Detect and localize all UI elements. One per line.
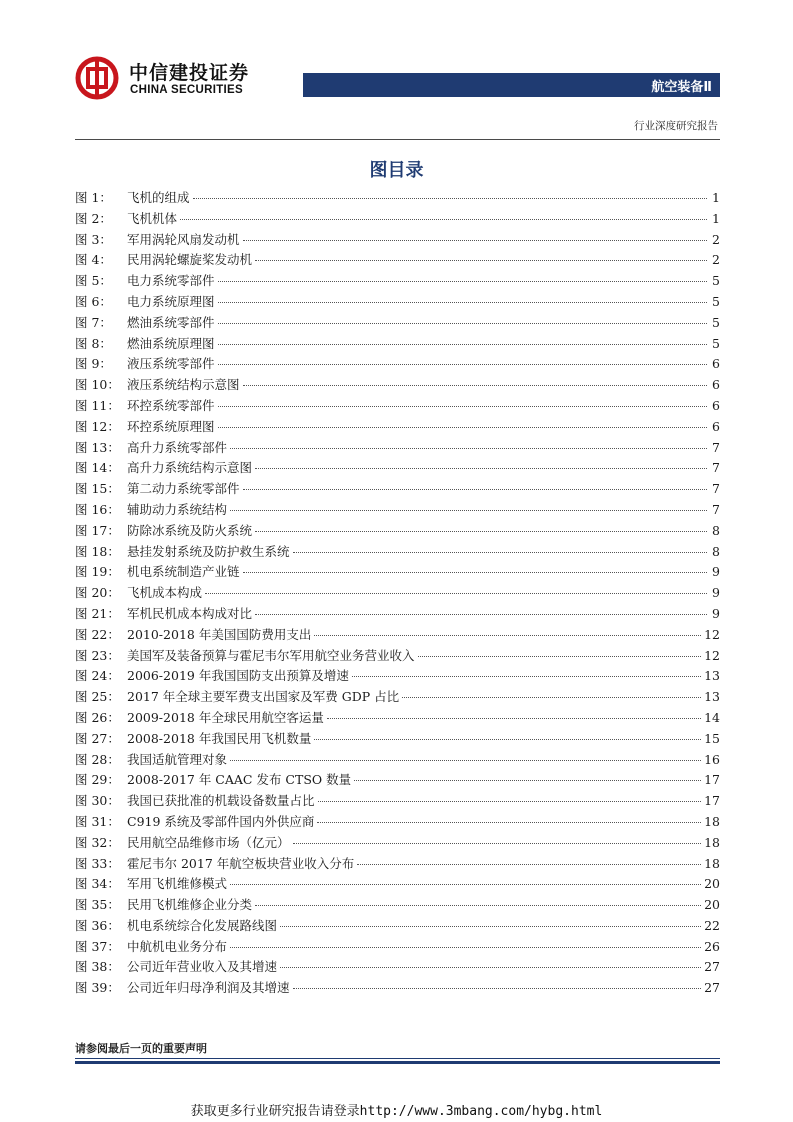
report-header — [75, 56, 720, 100]
toc-entry-label: 图 36： — [75, 917, 120, 933]
toc-entry[interactable] — [75, 313, 720, 334]
toc-entry-page: 2 — [712, 231, 720, 247]
toc-entry[interactable] — [75, 458, 720, 479]
toc-entry-label: 图 1： — [75, 190, 112, 205]
toc-entry-title: 我国已获批准的机载设备数量占比 — [127, 793, 315, 809]
toc-entry[interactable] — [75, 583, 720, 604]
toc-entry[interactable] — [75, 666, 720, 687]
toc-entry-title: 2006-2019 年我国国防支出预算及增速 — [127, 668, 349, 684]
toc-entry[interactable] — [75, 354, 720, 375]
toc-leader-dots — [180, 219, 707, 220]
toc-entry[interactable] — [75, 625, 720, 646]
toc-entry-label: 图 33： — [75, 855, 120, 871]
toc-entry-title: 2017 年全球主要军费支出国家及军费 GDP 占比 — [127, 689, 400, 705]
toc-entry-label: 图 9： — [75, 356, 112, 372]
toc-entry-title: 2010-2018 年美国国防费用支出 — [127, 626, 312, 642]
toc-entry-label: 图 35： — [75, 897, 120, 913]
toc-entry-title: C919 系统及零部件国内外供应商 — [127, 813, 315, 829]
toc-entry-label: 图 27： — [75, 730, 120, 746]
toc-entry-title: 电力系统零部件 — [127, 273, 215, 289]
toc-entry-label: 图 10： — [75, 377, 120, 393]
toc-entry-label: 图 28： — [75, 751, 120, 767]
toc-entry-label: 图 32： — [75, 834, 120, 850]
toc-leader-dots — [402, 697, 701, 698]
toc-entry-page: 22 — [704, 917, 720, 933]
toc-leader-dots — [255, 260, 707, 261]
toc-entry-page: 18 — [704, 813, 720, 829]
toc-leader-dots — [230, 760, 701, 761]
brand-name-en: CHINA SECURITIES — [130, 84, 243, 96]
toc-entry-page: 12 — [704, 626, 720, 642]
toc-entry-label: 图 11： — [75, 397, 120, 413]
toc-leader-dots — [218, 281, 707, 282]
toc-entry[interactable] — [75, 438, 720, 459]
toc-leader-dots — [357, 864, 701, 865]
toc-entry-page: 16 — [704, 751, 720, 767]
toc-entry-label: 图 19： — [75, 564, 120, 580]
toc-entry-page: 15 — [704, 730, 720, 746]
toc-entry[interactable] — [75, 916, 720, 937]
footer-divider-thick — [75, 1061, 720, 1064]
toc-leader-dots — [293, 988, 702, 989]
toc-entry-title: 飞机机体 — [127, 210, 178, 226]
toc-entry[interactable] — [75, 562, 720, 583]
toc-entry-label: 图 8： — [75, 335, 112, 351]
toc-leader-dots — [218, 302, 707, 303]
toc-leader-dots — [354, 780, 701, 781]
toc-leader-dots — [230, 448, 707, 449]
toc-entry-page: 6 — [712, 397, 720, 413]
toc-entry-label: 图 4： — [75, 252, 112, 268]
toc-entry[interactable] — [75, 334, 720, 355]
toc-entry-label: 图 25： — [75, 689, 120, 705]
toc-entry-title: 军用飞机维修模式 — [127, 876, 228, 892]
toc-entry-page: 14 — [704, 709, 720, 725]
toc-leader-dots — [314, 739, 701, 740]
toc-entry-page: 13 — [704, 668, 720, 684]
toc-entry[interactable] — [75, 417, 720, 438]
toc-entry-label: 图 34： — [75, 876, 120, 892]
toc-entry-label: 图 20： — [75, 585, 120, 601]
toc-entry-page: 9 — [712, 585, 720, 601]
toc-entry-page: 20 — [704, 897, 720, 913]
toc-entry-title: 高升力系统零部件 — [127, 439, 228, 455]
toc-entry-page: 12 — [704, 647, 720, 663]
toc-leader-dots — [218, 427, 707, 428]
toc-entry[interactable] — [75, 708, 720, 729]
china-securities-logo-icon — [75, 56, 121, 100]
toc-entry[interactable] — [75, 874, 720, 895]
toc-entry-page: 1 — [712, 190, 720, 205]
toc-entry-page: 8 — [712, 543, 720, 559]
toc-entry[interactable] — [75, 750, 720, 771]
toc-entry-title: 环控系统零部件 — [127, 397, 215, 413]
toc-entry-page: 9 — [712, 605, 720, 621]
toc-entry[interactable] — [75, 250, 720, 271]
toc-entry-label: 图 17： — [75, 522, 120, 538]
toc-leader-dots — [293, 552, 707, 553]
toc-entry-page: 8 — [712, 522, 720, 538]
toc-entry[interactable] — [75, 375, 720, 396]
toc-entry-label: 图 2： — [75, 210, 112, 226]
toc-entry-page: 6 — [712, 377, 720, 393]
toc-entry-title: 民用航空品维修市场（亿元） — [127, 834, 290, 850]
toc-entry[interactable] — [75, 209, 720, 230]
toc-entry-page: 17 — [704, 772, 720, 788]
toc-leader-dots — [255, 531, 707, 532]
toc-entry[interactable] — [75, 271, 720, 292]
toc-entry-label: 图 21： — [75, 605, 120, 621]
toc-leader-dots — [255, 614, 707, 615]
toc-entry-label: 图 39： — [75, 980, 120, 996]
toc-entry[interactable] — [75, 604, 720, 625]
toc-entry-page: 1 — [712, 210, 720, 226]
toc-entry-page: 13 — [704, 689, 720, 705]
toc-leader-dots — [318, 801, 702, 802]
toc-entry[interactable] — [75, 791, 720, 812]
toc-leader-dots — [317, 822, 701, 823]
toc-leader-dots — [218, 406, 707, 407]
toc-entry-page: 17 — [704, 793, 720, 809]
toc-leader-dots — [243, 489, 707, 490]
toc-entry-title: 机电系统综合化发展路线图 — [127, 917, 278, 933]
toc-entry-title: 飞机成本构成 — [127, 585, 203, 601]
toc-entry-title: 民用飞机维修企业分类 — [127, 897, 253, 913]
toc-leader-dots — [230, 510, 707, 511]
toc-entry-label: 图 31： — [75, 813, 120, 829]
header-divider — [75, 139, 720, 140]
toc-entry-title: 美国军及装备预算与霍尼韦尔军用航空业务营业收入 — [127, 647, 415, 663]
toc-entry[interactable] — [75, 812, 720, 833]
industry-banner — [303, 73, 720, 97]
toc-entry-label: 图 24： — [75, 668, 120, 684]
toc-entry-page: 6 — [712, 356, 720, 372]
page-title: 图目录 — [369, 160, 424, 181]
toc-entry-page: 2 — [712, 252, 720, 268]
toc-entry-label: 图 12： — [75, 418, 120, 434]
toc-entry-page: 5 — [712, 314, 720, 330]
toc-leader-dots — [255, 905, 701, 906]
toc-entry-page: 5 — [712, 293, 720, 309]
toc-leader-dots — [280, 967, 701, 968]
toc-entry-title: 2008-2017 年 CAAC 发布 CTSO 数量 — [127, 772, 352, 788]
toc-entry-title: 高升力系统结构示意图 — [127, 460, 253, 476]
toc-entry-title: 2009-2018 年全球民用航空客运量 — [127, 709, 324, 725]
toc-leader-dots — [352, 676, 701, 677]
toc-entry[interactable] — [75, 542, 720, 563]
toc-entry-page: 20 — [704, 876, 720, 892]
toc-entry-title: 燃油系统零部件 — [127, 314, 215, 330]
footer-divider-thin — [75, 1058, 720, 1059]
industry-tag: 航空装备Ⅱ — [651, 80, 712, 95]
toc-leader-dots — [314, 635, 701, 636]
toc-leader-dots — [280, 926, 701, 927]
toc-entry[interactable] — [75, 521, 720, 542]
toc-entry-title: 我国适航管理对象 — [127, 751, 228, 767]
toc-leader-dots — [218, 344, 707, 345]
toc-entry-page: 18 — [704, 834, 720, 850]
toc-entry[interactable] — [75, 230, 720, 251]
toc-entry[interactable] — [75, 770, 720, 791]
toc-leader-dots — [327, 718, 701, 719]
toc-entry[interactable] — [75, 937, 720, 958]
toc-leader-dots — [218, 323, 707, 324]
toc-entry-page: 7 — [712, 501, 720, 517]
toc-entry-title: 辅助动力系统结构 — [127, 501, 228, 517]
toc-entry-label: 图 23： — [75, 647, 120, 663]
toc-entry-label: 图 37： — [75, 938, 120, 954]
toc-entry-label: 图 29： — [75, 772, 120, 788]
toc-entry-label: 图 38： — [75, 959, 120, 975]
brand-name-cn: 中信建投证券 — [129, 62, 250, 84]
toc-entry[interactable] — [75, 854, 720, 875]
toc-leader-dots — [255, 468, 707, 469]
toc-entry-label: 图 30： — [75, 793, 120, 809]
toc-entry-title: 公司近年归母净利润及其增速 — [127, 980, 290, 996]
toc-entry-page: 27 — [704, 980, 720, 996]
toc-leader-dots — [205, 593, 707, 594]
toc-leader-dots — [243, 240, 707, 241]
toc-entry[interactable] — [75, 292, 720, 313]
toc-entry-title: 霍尼韦尔 2017 年航空板块营业收入分布 — [127, 855, 355, 871]
toc-leader-dots — [243, 385, 707, 386]
toc-leader-dots — [243, 572, 707, 573]
toc-entry-title: 电力系统原理图 — [127, 293, 215, 309]
toc-entry-title: 中航机电业务分布 — [127, 938, 228, 954]
toc-entry-page: 27 — [704, 959, 720, 975]
download-link[interactable]: 获取更多行业研究报告请登录http://www.3mbang.com/hybg.html — [190, 1104, 603, 1119]
toc-entry-title: 环控系统原理图 — [127, 418, 215, 434]
toc-entry-label: 图 22： — [75, 626, 120, 642]
toc-entry-page: 9 — [712, 564, 720, 580]
toc-entry-label: 图 3： — [75, 231, 112, 247]
toc-entry-title: 悬挂发射系统及防护救生系统 — [127, 543, 290, 559]
toc-entry[interactable] — [75, 687, 720, 708]
toc-entry[interactable] — [75, 646, 720, 667]
toc-entry-title: 机电系统制造产业链 — [127, 564, 240, 580]
toc-leader-dots — [218, 364, 707, 365]
toc-entry-title: 第二动力系统零部件 — [127, 481, 240, 497]
toc-entry-label: 图 5： — [75, 273, 112, 289]
toc-entry-label: 图 26： — [75, 709, 120, 725]
disclaimer-note: 请参阅最后一页的重要声明 — [75, 1042, 207, 1055]
toc-entry[interactable] — [75, 500, 720, 521]
toc-entry-page: 7 — [712, 439, 720, 455]
toc-entry[interactable] — [75, 479, 720, 500]
toc-entry-page: 7 — [712, 481, 720, 497]
toc-entry[interactable] — [75, 396, 720, 417]
toc-entry-title: 2008-2018 年我国民用飞机数量 — [127, 730, 312, 746]
toc-entry[interactable] — [75, 833, 720, 854]
toc-entry[interactable] — [75, 729, 720, 750]
toc-entry-title: 飞机的组成 — [127, 190, 190, 205]
toc-entry-title: 公司近年营业收入及其增速 — [127, 959, 278, 975]
toc-leader-dots — [418, 656, 702, 657]
toc-entry-page: 26 — [704, 938, 720, 954]
report-type: 行业深度研究报告 — [634, 120, 718, 132]
toc-entry-page: 6 — [712, 418, 720, 434]
toc-entry-title: 防除冰系统及防火系统 — [127, 522, 253, 538]
toc-entry-title: 燃油系统原理图 — [127, 335, 215, 351]
toc-entry[interactable] — [75, 895, 720, 916]
toc-leader-dots — [230, 947, 701, 948]
toc-entry-title: 民用涡轮螺旋桨发动机 — [127, 252, 253, 268]
toc-entry-label: 图 15： — [75, 481, 120, 497]
toc-entry-label: 图 18： — [75, 543, 120, 559]
toc-entry-page: 18 — [704, 855, 720, 871]
toc-leader-dots — [193, 198, 707, 199]
toc-entry-title: 液压系统零部件 — [127, 356, 215, 372]
toc-leader-dots — [230, 884, 701, 885]
toc-entry-label: 图 14： — [75, 460, 120, 476]
figure-toc-list — [75, 188, 720, 999]
toc-entry[interactable] — [75, 957, 720, 978]
toc-entry-label: 图 16： — [75, 501, 120, 517]
toc-entry-page: 5 — [712, 273, 720, 289]
toc-leader-dots — [293, 843, 702, 844]
toc-entry-label: 图 6： — [75, 293, 112, 309]
toc-entry-title: 液压系统结构示意图 — [127, 377, 240, 393]
toc-entry[interactable] — [75, 978, 720, 999]
toc-entry[interactable] — [75, 188, 720, 209]
toc-entry-page: 7 — [712, 460, 720, 476]
toc-entry-title: 军机民机成本构成对比 — [127, 605, 253, 621]
toc-entry-title: 军用涡轮风扇发动机 — [127, 231, 240, 247]
toc-entry-label: 图 7： — [75, 314, 112, 330]
toc-entry-page: 5 — [712, 335, 720, 351]
toc-entry-label: 图 13： — [75, 439, 120, 455]
